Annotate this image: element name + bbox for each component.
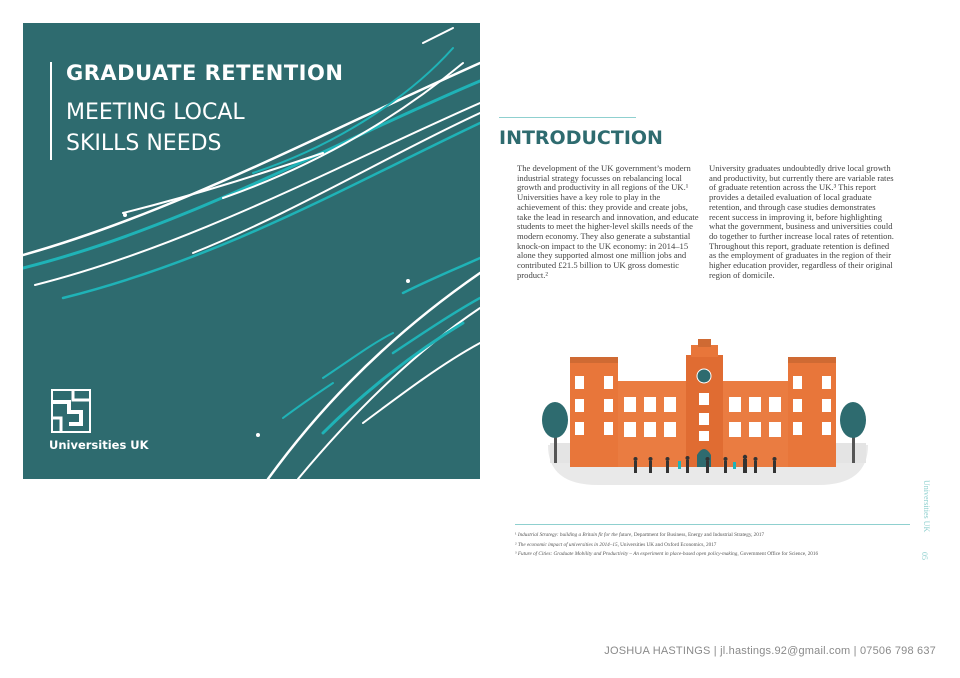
- footnote-rule: [515, 524, 910, 525]
- cover-subtitle: [66, 97, 245, 159]
- page-number: 05: [920, 552, 929, 560]
- university-building-illustration: [538, 333, 878, 489]
- universities-uk-logo-icon: [49, 388, 93, 434]
- intro-column-2: University graduates undoubtedly drive local growth and productivity, but currently there are variable rates of graduate retention across the UK.³ This report provides a detailed evaluation of local graduate retention, and through case studies demonstrates recent success in improving it, before highlighting what the government, business and universities could do together to further increase local rates of retention. Throughout this report, graduate retention is defined as the employment of graduates in the region of their higher education provider, regardless of their original region of domicile.: [709, 163, 894, 280]
- side-running-head: Universities UK: [922, 480, 931, 533]
- cover-subtitle-line-2: SKILLS NEEDS: [66, 131, 222, 156]
- logo-wordmark: Universities UK: [49, 438, 149, 452]
- footnote-2: ² The economic impact of universities in 2014–15, Universities UK and Oxford Economics, 2017: [515, 542, 717, 548]
- contact-footer: JOSHUA HASTINGS | jl.hastings.92@gmail.com | 07506 798 637: [604, 645, 936, 657]
- title-accent-bar: [50, 62, 52, 160]
- intro-column-1: The development of the UK government’s modern industrial strategy focusses on rebalancing local growth and productivity in all regions of the UK.¹ Universities have a key role to play in the achievement of this: they provide and create jobs, take the lead in research and innovation, and educate students to meet the higher-level skills needs of the modern economy. They also generate a substantial knock-on impact to the UK economy: in 2014–15 alone they supported almost one million jobs and contributed £21.5 billion to UK gross domestic product.²: [517, 163, 699, 280]
- report-cover: [23, 23, 480, 479]
- introduction-heading: INTRODUCTION: [499, 127, 663, 149]
- cover-subtitle-line-1: MEETING LOCAL: [66, 100, 245, 125]
- footnote-1: ¹ Industrial Strategy: building a Britain fit for the future, Department for Business, Energy and Industrial Strategy, 2017: [515, 532, 765, 538]
- heading-rule: [499, 117, 636, 118]
- cover-title: GRADUATE RETENTION: [66, 61, 344, 85]
- footnote-3: ³ Future of Cities: Graduate Mobility and Productivity – An experiment in place-based open policy-making, Government Office for Science, 2016: [515, 551, 819, 557]
